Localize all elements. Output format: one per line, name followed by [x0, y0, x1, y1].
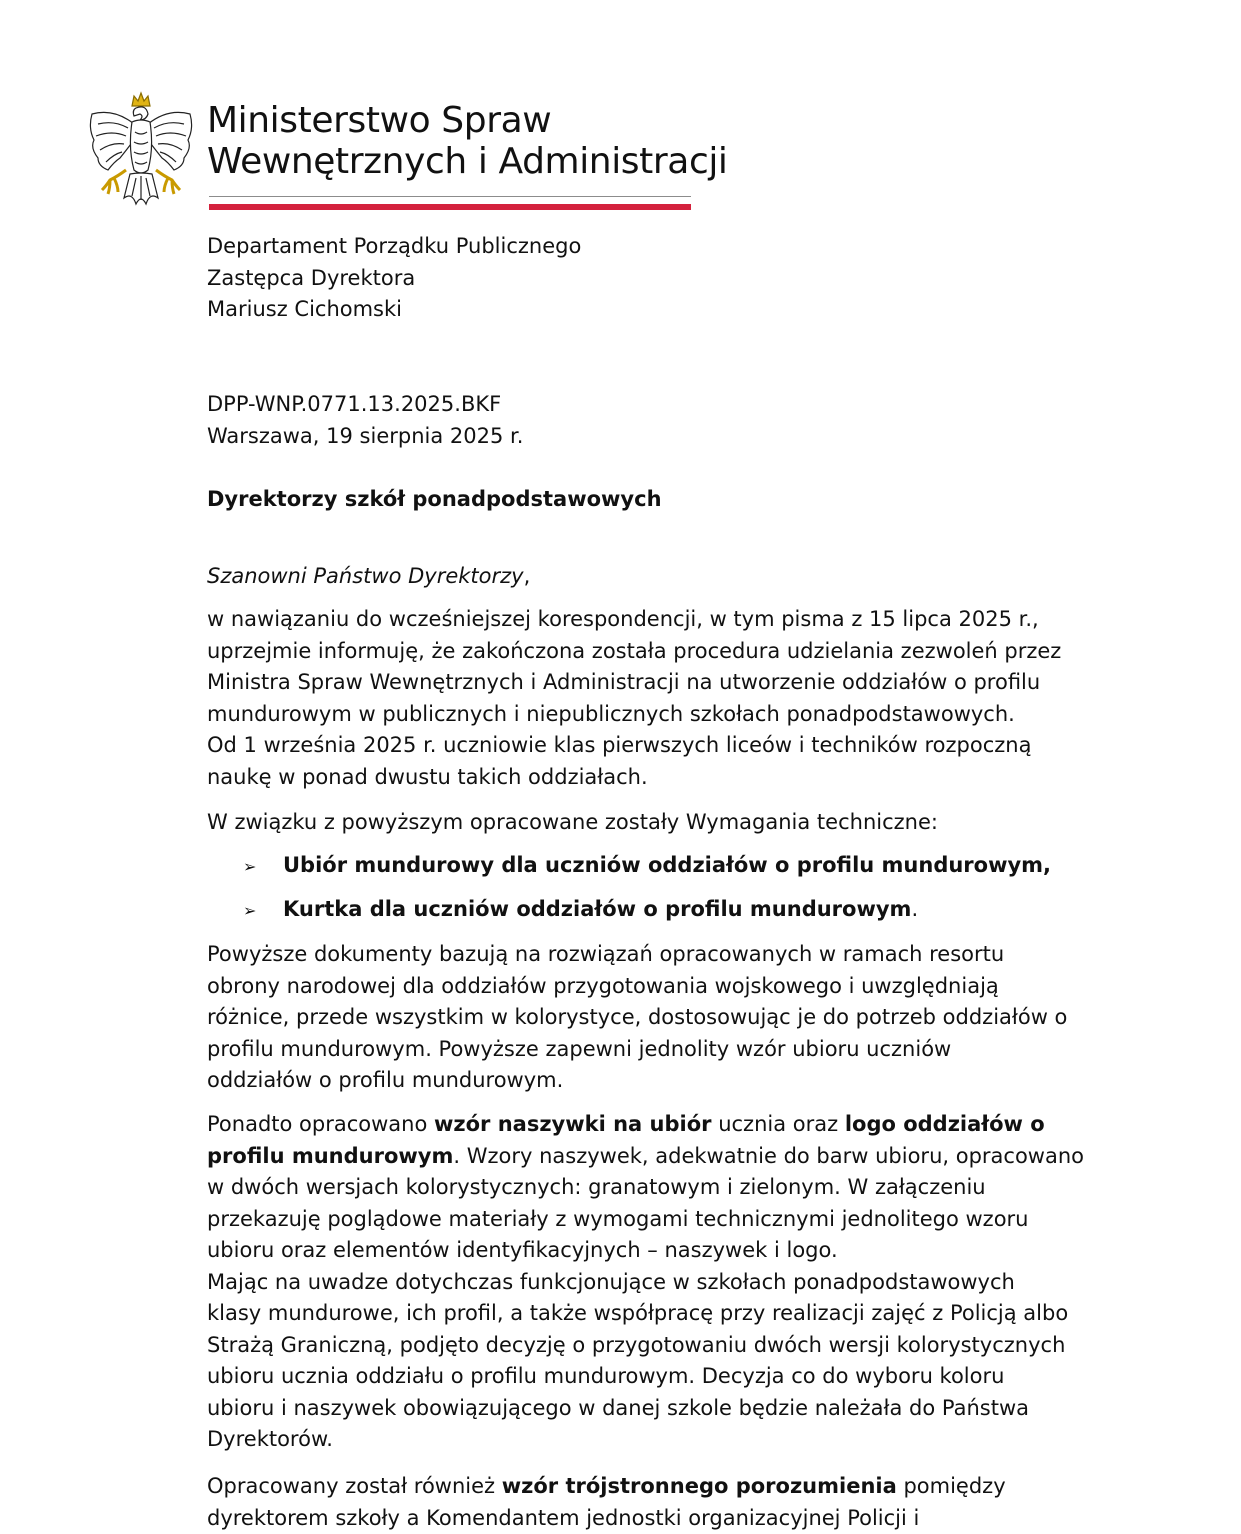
polish-eagle-emblem-icon	[84, 88, 198, 212]
text-run: . Wzory naszywek, adekwatnie do barw ubioru, opracowano	[453, 1144, 1084, 1168]
header-red-rule	[209, 204, 691, 210]
sender-name: Mariusz Cichomski	[207, 294, 1047, 326]
paragraph-line: naukę w ponad dwustu takich oddziałach.	[207, 762, 1047, 794]
requirements-list	[243, 850, 1051, 938]
paragraph-line: uprzejmie informuję, że zakończona została procedura udzielania zezwoleń przez	[207, 636, 1047, 668]
paragraph-line: klasy mundurowe, ich profil, a także współpracę przy realizacji zajęć z Policją albo	[207, 1298, 1047, 1330]
paragraph-line	[207, 1471, 1047, 1503]
text-run-bold: profilu mundurowym	[207, 1144, 453, 1168]
paragraph-line: Dyrektorów.	[207, 1424, 1047, 1456]
paragraph-line: Ministra Spraw Wewnętrznych i Administracji na utworzenie oddziałów o profilu	[207, 667, 1047, 699]
ministry-name-line2: Wewnętrznych i Administracji	[207, 141, 728, 182]
recipient: Dyrektorzy szkół ponadpodstawowych	[207, 484, 1047, 516]
ministry-name	[207, 100, 728, 182]
sender-department: Departament Porządku Publicznego	[207, 231, 1047, 263]
paragraph-2: W związku z powyższym opracowane zostały Wymagania techniczne:	[207, 807, 1047, 839]
text-run: ucznia oraz	[712, 1112, 845, 1136]
paragraph-line: mundurowym w publicznych i niepublicznych szkołach ponadpodstawowych.	[207, 699, 1047, 731]
place-date: Warszawa, 19 sierpnia 2025 r.	[207, 421, 1047, 453]
list-item-bold: Ubiór mundurowy dla uczniów oddziałów o profilu mundurowym,	[283, 853, 1051, 877]
reference-signature: DPP-WNP.0771.13.2025.BKF	[207, 389, 1047, 421]
header-grey-rule	[209, 196, 691, 197]
paragraph-line: w dwóch wersjach kolorystycznych: granatowym i zielonym. W załączeniu	[207, 1172, 1047, 1204]
paragraph-line: ubioru ucznia oddziału o profilu mundurowym. Decyzja co do wyboru koloru	[207, 1361, 1047, 1393]
paragraph-line: Od 1 września 2025 r. uczniowie klas pierwszych liceów i techników rozpoczną	[207, 730, 1047, 762]
list-item-rest: .	[911, 897, 918, 921]
salutation	[207, 561, 1047, 593]
salutation-punct: ,	[524, 564, 531, 588]
paragraph-line: Strażą Graniczną, podjęto decyzję o przygotowaniu dwóch wersji kolorystycznych	[207, 1330, 1047, 1362]
list-item-bold: Kurtka dla uczniów oddziałów o profilu mundurowym	[283, 897, 911, 921]
paragraph-line: różnice, przede wszystkim w kolorystyce, dostosowując je do potrzeb oddziałów o	[207, 1002, 1047, 1034]
text-run-bold: wzór naszywki na ubiór	[434, 1112, 712, 1136]
text-run: Ponadto opracowano	[207, 1112, 434, 1136]
paragraph-5	[207, 1471, 1047, 1534]
paragraph-4	[207, 1109, 1047, 1456]
paragraph-3	[207, 939, 1047, 1097]
salutation-name: Szanowni Państwo Dyrektorzy	[207, 564, 524, 588]
paragraph-line: obrony narodowej dla oddziałów przygotowania wojskowego i uwzględniają	[207, 971, 1047, 1003]
paragraph-line: ubioru oraz elementów identyfikacyjnych – naszywek i logo.	[207, 1235, 1047, 1267]
paragraph-line: oddziałów o profilu mundurowym.	[207, 1065, 1047, 1097]
paragraph-1	[207, 604, 1047, 793]
paragraph-line: ubioru i naszywek obowiązującego w danej szkole będzie należała do Państwa	[207, 1393, 1047, 1425]
paragraph-line: w nawiązaniu do wcześniejszej korespondencji, w tym pisma z 15 lipca 2025 r.,	[207, 604, 1047, 636]
paragraph-line: dyrektorem szkoły a Komendantem jednostki organizacyjnej Policji i	[207, 1503, 1047, 1534]
paragraph-line	[207, 1141, 1047, 1173]
ministry-name-line1: Ministerstwo Spraw	[207, 100, 728, 141]
text-run-bold: logo oddziałów o	[845, 1112, 1045, 1136]
text-run: pomiędzy	[897, 1474, 1006, 1498]
reference-block	[207, 389, 1047, 452]
sender-position: Zastępca Dyrektora	[207, 263, 1047, 295]
list-item	[243, 894, 1051, 938]
paragraph-line: Powyższe dokumenty bazują na rozwiązań opracowanych w ramach resortu	[207, 939, 1047, 971]
text-run-bold: wzór trójstronnego porozumienia	[502, 1474, 897, 1498]
list-item	[243, 850, 1051, 894]
paragraph-line: przekazuję poglądowe materiały z wymogami technicznymi jednolitego wzoru	[207, 1204, 1047, 1236]
arrow-bullet-icon: ➢	[243, 851, 283, 883]
text-run: Opracowany został również	[207, 1474, 502, 1498]
paragraph-line: profilu mundurowym. Powyższe zapewni jednolity wzór ubioru uczniów	[207, 1034, 1047, 1066]
sender-block	[207, 231, 1047, 326]
paragraph-line	[207, 1109, 1047, 1141]
arrow-bullet-icon: ➢	[243, 895, 283, 927]
paragraph-line: Mając na uwadze dotychczas funkcjonujące w szkołach ponadpodstawowych	[207, 1267, 1047, 1299]
